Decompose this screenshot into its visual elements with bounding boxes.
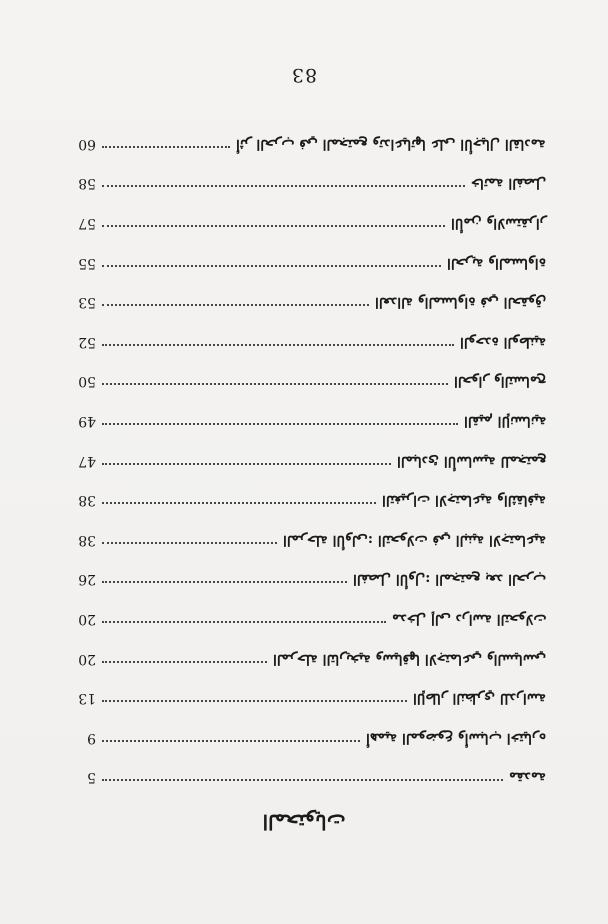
dot-leader bbox=[102, 183, 465, 187]
toc-entry bbox=[70, 401, 546, 441]
toc-entry bbox=[70, 124, 546, 164]
toc-entry-title: الحوار والتسامح bbox=[453, 373, 546, 390]
toc-entry-page: 9 bbox=[87, 729, 96, 746]
dot-leader bbox=[102, 659, 267, 663]
dot-leader bbox=[102, 777, 503, 781]
toc-entry bbox=[70, 560, 546, 600]
dot-leader bbox=[102, 302, 369, 306]
toc-entry bbox=[70, 243, 546, 283]
toc-entry-title: أهمية الموضوع وأسباب اختياره bbox=[365, 729, 546, 746]
toc-entry-page: 38 bbox=[78, 531, 96, 548]
toc-entry-title: الأمن والاستقرار bbox=[450, 214, 546, 231]
toc-entry bbox=[70, 718, 546, 758]
toc-entry-page: 20 bbox=[78, 610, 96, 627]
toc-entry bbox=[70, 758, 546, 798]
dot-leader bbox=[102, 144, 230, 148]
toc-entry-page: 5 bbox=[87, 769, 96, 786]
toc-entry-title: أثر الحرب في المجتمع وتداعياتها على الأجيال القادمة bbox=[236, 135, 546, 152]
toc-entry-page: 53 bbox=[78, 294, 96, 311]
dot-leader bbox=[102, 619, 386, 623]
dot-leader bbox=[102, 263, 441, 267]
toc-entry-title: الفصل الأول: المجتمع بعد الحرب bbox=[352, 571, 546, 588]
table-of-contents bbox=[70, 124, 546, 797]
toc-entry-title: المرحلة الأولى: التحولات في البنية الاجتماعية bbox=[282, 531, 546, 548]
toc-entry bbox=[70, 164, 546, 204]
toc-entry-page: 13 bbox=[78, 690, 96, 707]
dot-leader bbox=[102, 342, 454, 346]
toc-entry-page: 58 bbox=[78, 175, 96, 192]
toc-entry-page: 50 bbox=[78, 373, 96, 390]
toc-entry-page: 49 bbox=[78, 412, 96, 429]
dot-leader bbox=[102, 579, 347, 583]
toc-entry-title: الوحدة الوطنية bbox=[459, 333, 546, 350]
toc-entry bbox=[70, 678, 546, 718]
toc-entry bbox=[70, 639, 546, 679]
toc-entry bbox=[70, 362, 546, 402]
toc-entry-title: مدخل إلى دراسة التحولات bbox=[391, 610, 546, 627]
toc-entry-page: 57 bbox=[78, 214, 96, 231]
dot-leader bbox=[102, 540, 277, 544]
toc-entry-title: مقدمة bbox=[509, 769, 546, 786]
dot-leader bbox=[102, 381, 448, 385]
dot-leader bbox=[102, 223, 445, 227]
toc-entry-page: 20 bbox=[78, 650, 96, 667]
toc-entry-page: 52 bbox=[78, 333, 96, 350]
toc-entry bbox=[70, 441, 546, 481]
toc-entry-page: 38 bbox=[78, 492, 96, 509]
toc-entry bbox=[70, 480, 546, 520]
toc-entry bbox=[70, 520, 546, 560]
toc-entry-page: 47 bbox=[78, 452, 96, 469]
toc-entry-page: 60 bbox=[78, 135, 96, 152]
toc-heading: المحتويات bbox=[262, 810, 346, 834]
toc-entry bbox=[70, 282, 546, 322]
toc-entry bbox=[70, 203, 546, 243]
toc-entry-title: المبادئ الأساسية للمجتمع bbox=[396, 452, 546, 469]
toc-entry-title: الإطار النظري للدراسة bbox=[412, 690, 546, 707]
toc-entry-title: المرحلة التاريخية وسياقها الاجتماعي والسياسي bbox=[272, 650, 546, 667]
toc-entry-title: الحرية والمساواة bbox=[447, 254, 546, 271]
dot-leader bbox=[102, 421, 458, 425]
dot-leader bbox=[102, 738, 360, 742]
dot-leader bbox=[102, 461, 391, 465]
toc-entry bbox=[70, 599, 546, 639]
page-number: 83 bbox=[290, 64, 318, 86]
toc-entry bbox=[70, 322, 546, 362]
toc-entry-title: التغيرات الاجتماعية والثقافية bbox=[381, 492, 546, 509]
toc-entry-title: العدالة والمساواة في الحقوق bbox=[374, 294, 546, 311]
toc-entry-page: 26 bbox=[78, 571, 96, 588]
toc-entry-title: القيم الإنسانية bbox=[463, 412, 546, 429]
toc-entry-page: 55 bbox=[78, 254, 96, 271]
toc-entry-title: خاتمة الفصل bbox=[470, 175, 546, 192]
dot-leader bbox=[102, 698, 407, 702]
dot-leader bbox=[102, 500, 376, 504]
